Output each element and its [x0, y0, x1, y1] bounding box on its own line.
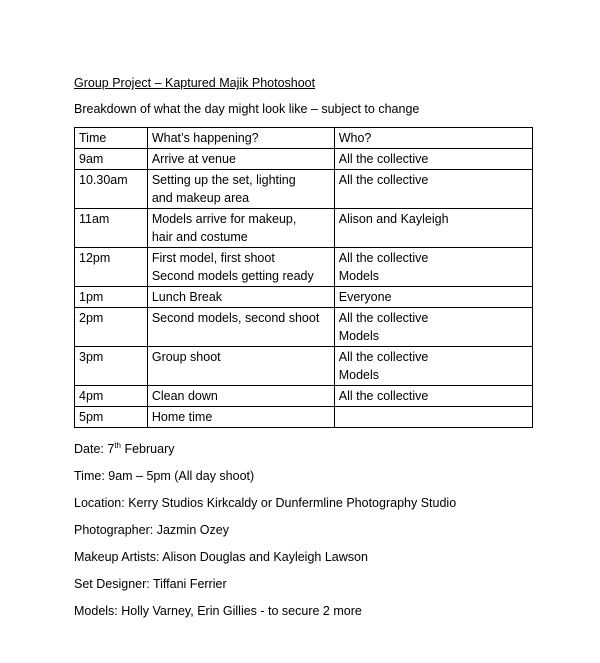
table-row	[75, 407, 533, 428]
cell-what-line: Group shoot	[151, 350, 221, 364]
cell-who-line: Models	[338, 269, 380, 283]
cell-what-line: Arrive at venue	[151, 152, 236, 166]
cell-who-line: Everyone	[338, 290, 392, 304]
table-row	[75, 287, 533, 308]
table-row	[75, 386, 533, 407]
cell-time: 9am	[75, 149, 148, 170]
set-designer-line: Set Designer: Tiffani Ferrier	[74, 577, 227, 591]
cell-what-line: Setting up the set, lighting	[151, 173, 296, 187]
table-row	[75, 308, 533, 347]
cell-what-line: Models arrive for makeup,	[151, 212, 297, 226]
cell-who-line: All the collective	[338, 251, 429, 265]
header-what: What’s happening?	[147, 128, 334, 149]
cell-what	[147, 386, 334, 407]
header-who: Who?	[334, 128, 532, 149]
cell-what-line: Lunch Break	[151, 290, 223, 304]
models-line: Models: Holly Varney, Erin Gillies - to secure 2 more	[74, 604, 362, 618]
cell-what-line: Second models, second shoot	[151, 311, 320, 325]
cell-time: 4pm	[75, 386, 148, 407]
cell-who-line: All the collective	[338, 173, 429, 187]
table-row	[75, 149, 533, 170]
date-superscript: th	[114, 440, 121, 450]
cell-who	[334, 407, 532, 428]
cell-who-line: All the collective	[338, 152, 429, 166]
cell-who-line: All the collective	[338, 389, 429, 403]
cell-who-line: All the collective	[338, 311, 429, 325]
cell-what-line: and makeup area	[151, 191, 250, 205]
date-label: Date: 7	[74, 442, 115, 456]
cell-who-line: Models	[338, 368, 380, 382]
table-row	[75, 248, 533, 287]
cell-time: 11am	[75, 209, 148, 248]
cell-what-line: First model, first shoot	[151, 251, 275, 265]
cell-what	[147, 209, 334, 248]
cell-who-line: Models	[338, 329, 380, 343]
cell-who	[334, 209, 532, 248]
cell-who-line: Alison and Kayleigh	[338, 212, 449, 226]
cell-what-line: Clean down	[151, 389, 218, 403]
cell-time: 10.30am	[75, 170, 148, 209]
cell-what	[147, 149, 334, 170]
time-line: Time: 9am – 5pm (All day shoot)	[74, 469, 255, 483]
cell-what	[147, 407, 334, 428]
cell-who	[334, 347, 532, 386]
cell-who	[334, 308, 532, 347]
table-row	[75, 170, 533, 209]
cell-who-line: All the collective	[338, 350, 429, 364]
cell-who	[334, 170, 532, 209]
document-subtitle: Breakdown of what the day might look like – subject to change	[74, 102, 420, 116]
schedule-body	[75, 149, 533, 428]
cell-what-line: Second models getting ready	[151, 269, 314, 283]
table-row	[75, 347, 533, 386]
cell-what-line: Home time	[151, 410, 213, 424]
location-line: Location: Kerry Studios Kirkcaldy or Dunfermline Photography Studio	[74, 496, 457, 510]
cell-time: 2pm	[75, 308, 148, 347]
table-row	[75, 209, 533, 248]
cell-time: 3pm	[75, 347, 148, 386]
date-rest: February	[120, 442, 175, 456]
cell-what	[147, 170, 334, 209]
cell-what	[147, 347, 334, 386]
document-title: Group Project – Kaptured Majik Photoshoot	[74, 76, 316, 90]
cell-what	[147, 248, 334, 287]
cell-what	[147, 308, 334, 347]
cell-time: 5pm	[75, 407, 148, 428]
cell-who	[334, 149, 532, 170]
cell-who	[334, 287, 532, 308]
photographer-line: Photographer: Jazmin Ozey	[74, 523, 229, 537]
cell-who	[334, 248, 532, 287]
schedule-table	[74, 127, 533, 428]
header-time: Time	[75, 128, 148, 149]
schedule-header-row	[75, 128, 533, 149]
date-line	[74, 442, 174, 456]
cell-what-line: hair and costume	[151, 230, 248, 244]
cell-who	[334, 386, 532, 407]
cell-time: 12pm	[75, 248, 148, 287]
makeup-artists-line: Makeup Artists: Alison Douglas and Kayleigh Lawson	[74, 550, 368, 564]
cell-what	[147, 287, 334, 308]
cell-time: 1pm	[75, 287, 148, 308]
